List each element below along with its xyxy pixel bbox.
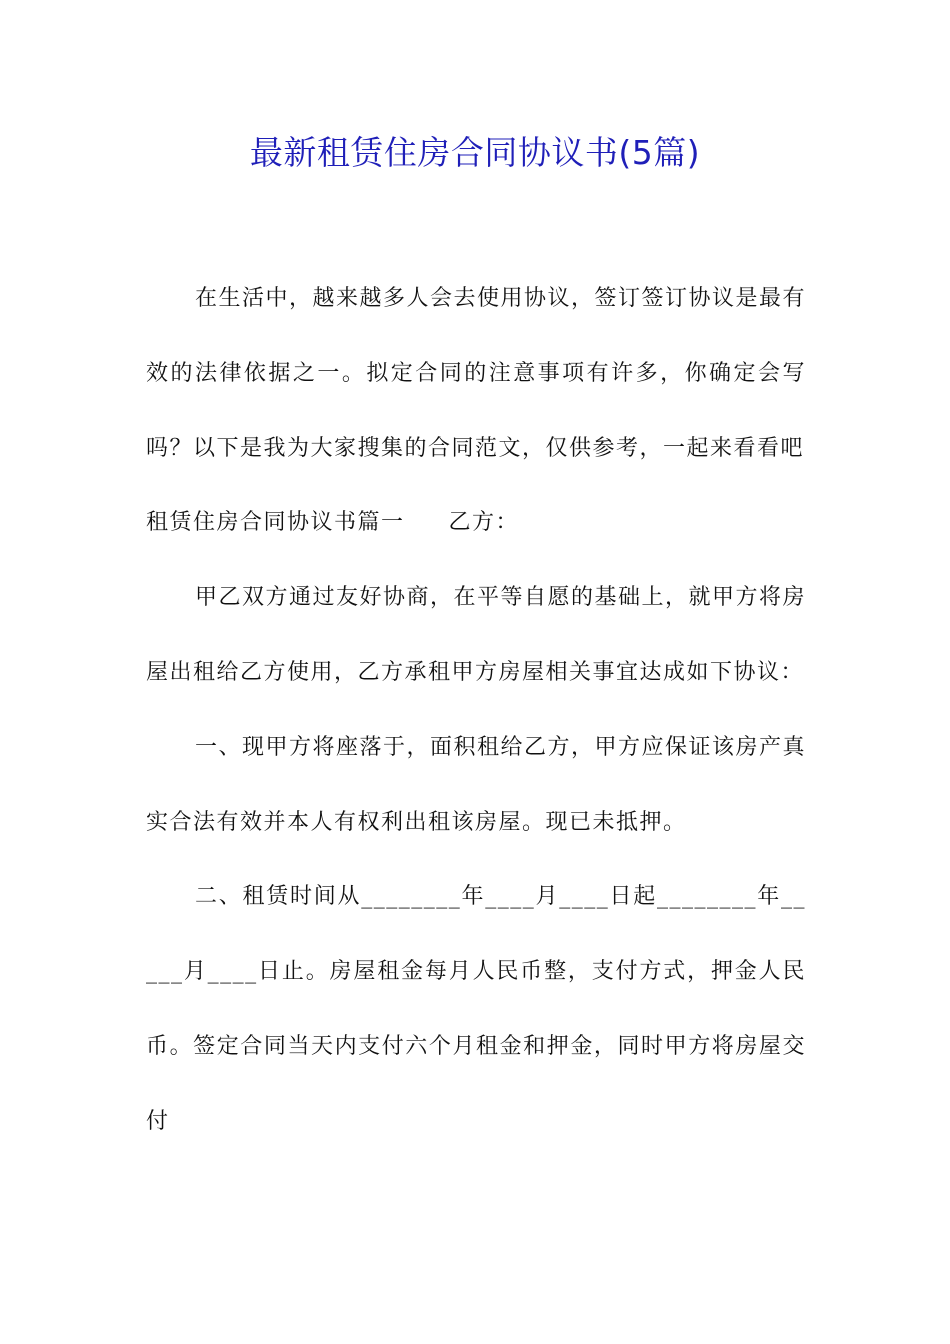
document-title: 最新租赁住房合同协议书(5篇) xyxy=(249,133,701,172)
clause-one-paragraph: 一、现甲方将座落于，面积租给乙方，甲方应保证该房产真实合法有效并本人有权利出租该房屋。现已未抵押。 xyxy=(146,734,807,835)
document-body xyxy=(146,262,806,1160)
clause-two-paragraph: 二、租赁时间从________年____月____日起________年_____月____日止。房屋租金每月人民币整，支付方式，押金人民币。签定合同当天内支付六个月租金和押金，同时甲方将房屋交付 xyxy=(146,884,806,1134)
intro-paragraph: 在生活中，越来越多人会去使用协议，签订签订协议是最有效的法律依据之一。拟定合同的注意事项有许多，你确定会写吗？以下是我为大家搜集的合同范文，仅供参考，一起来看看吧 xyxy=(146,286,807,461)
section-heading: 租赁住房合同协议书篇一 xyxy=(146,510,405,536)
agreement-paragraph: 甲乙双方通过友好协商，在平等自愿的基础上，就甲方将房屋出租给乙方使用，乙方承租甲方房屋相关事宜达成如下协议： xyxy=(146,585,807,685)
section-heading-line xyxy=(146,486,806,561)
party-b-label: 乙方： xyxy=(448,510,520,536)
